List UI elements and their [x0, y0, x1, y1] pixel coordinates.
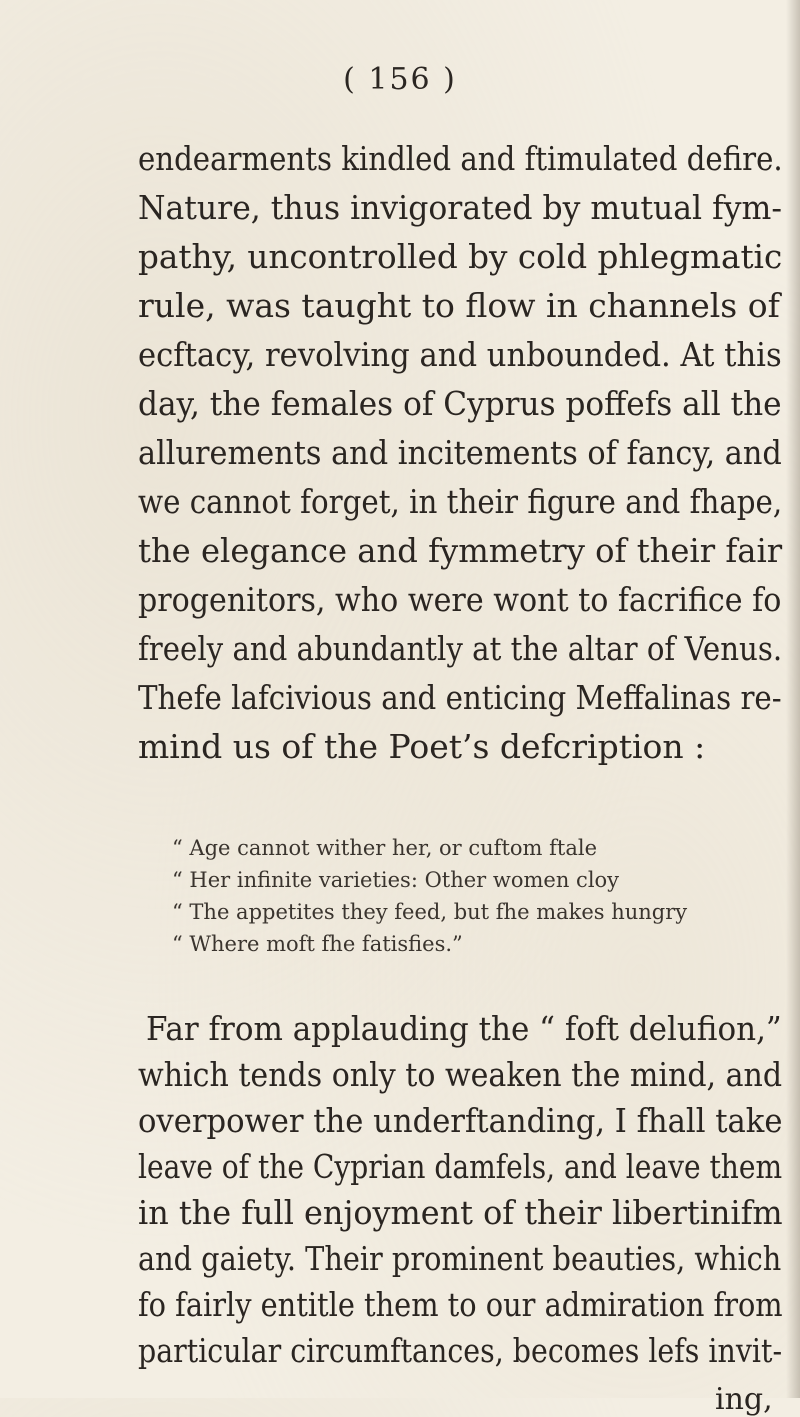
paragraph-1-line: endearments kindled and ftimulated defire. [138, 139, 783, 178]
page-number: ( 156 ) [343, 62, 457, 97]
paragraph-1-line: the elegance and fymmetry of their fair [138, 531, 783, 570]
paragraph-2-line: fo fairly entitle them to our admiration from [138, 1285, 783, 1324]
quote-line: “ Her infinite varieties: Other women cloy [172, 868, 620, 892]
quote-line: “ The appetites they feed, but fhe makes hungry [172, 900, 688, 924]
paragraph-2-line: particular circumftances, becomes lefs invit- [138, 1331, 783, 1370]
page-edge-shadow [786, 0, 800, 1398]
paragraph-2-line: which tends only to weaken the mind, and [138, 1055, 783, 1094]
paragraph-1-line: ecftacy, revolving and unbounded. At this [138, 335, 782, 374]
paragraph-1-line: Thefe lafcivious and enticing Meffalinas re- [138, 678, 782, 717]
quote-line: “ Age cannot wither her, or cuftom ftale [172, 836, 598, 860]
paragraph-2-line: in the full enjoyment of their libertinifm [138, 1193, 783, 1232]
paragraph-2-line: Far from applauding the “ foft delufion,” [146, 1009, 782, 1048]
paragraph-1-line: we cannot forget, in their figure and fhape, [138, 482, 783, 521]
paragraph-1-line: rule, was taught to flow in channels of [138, 286, 780, 325]
paragraph-1-line: progenitors, who were wont to facrifice fo [138, 580, 782, 619]
paragraph-2-line: leave of the Cyprian damfels, and leave them [138, 1147, 783, 1186]
paragraph-1-line: pathy, uncontrolled by cold phlegmatic [138, 237, 783, 276]
paragraph-2-line: and gaiety. Their prominent beauties, which [138, 1239, 782, 1278]
paragraph-2-line: overpower the underftanding, I fhall take [138, 1101, 783, 1140]
paragraph-1-line: mind us of the Poet’s defcription : [138, 727, 706, 766]
paragraph-1-line: freely and abundantly at the altar of Venus. [138, 629, 783, 668]
paragraph-1-line: day, the females of Cyprus poffefs all the [138, 384, 782, 423]
paragraph-1-line: allurements and incitements of fancy, and [138, 433, 782, 472]
quote-line: “ Where moft fhe fatisfies.” [172, 932, 463, 956]
paragraph-1-line: Nature, thus invigorated by mutual fym- [138, 188, 782, 227]
catchword: ing, [715, 1382, 773, 1417]
